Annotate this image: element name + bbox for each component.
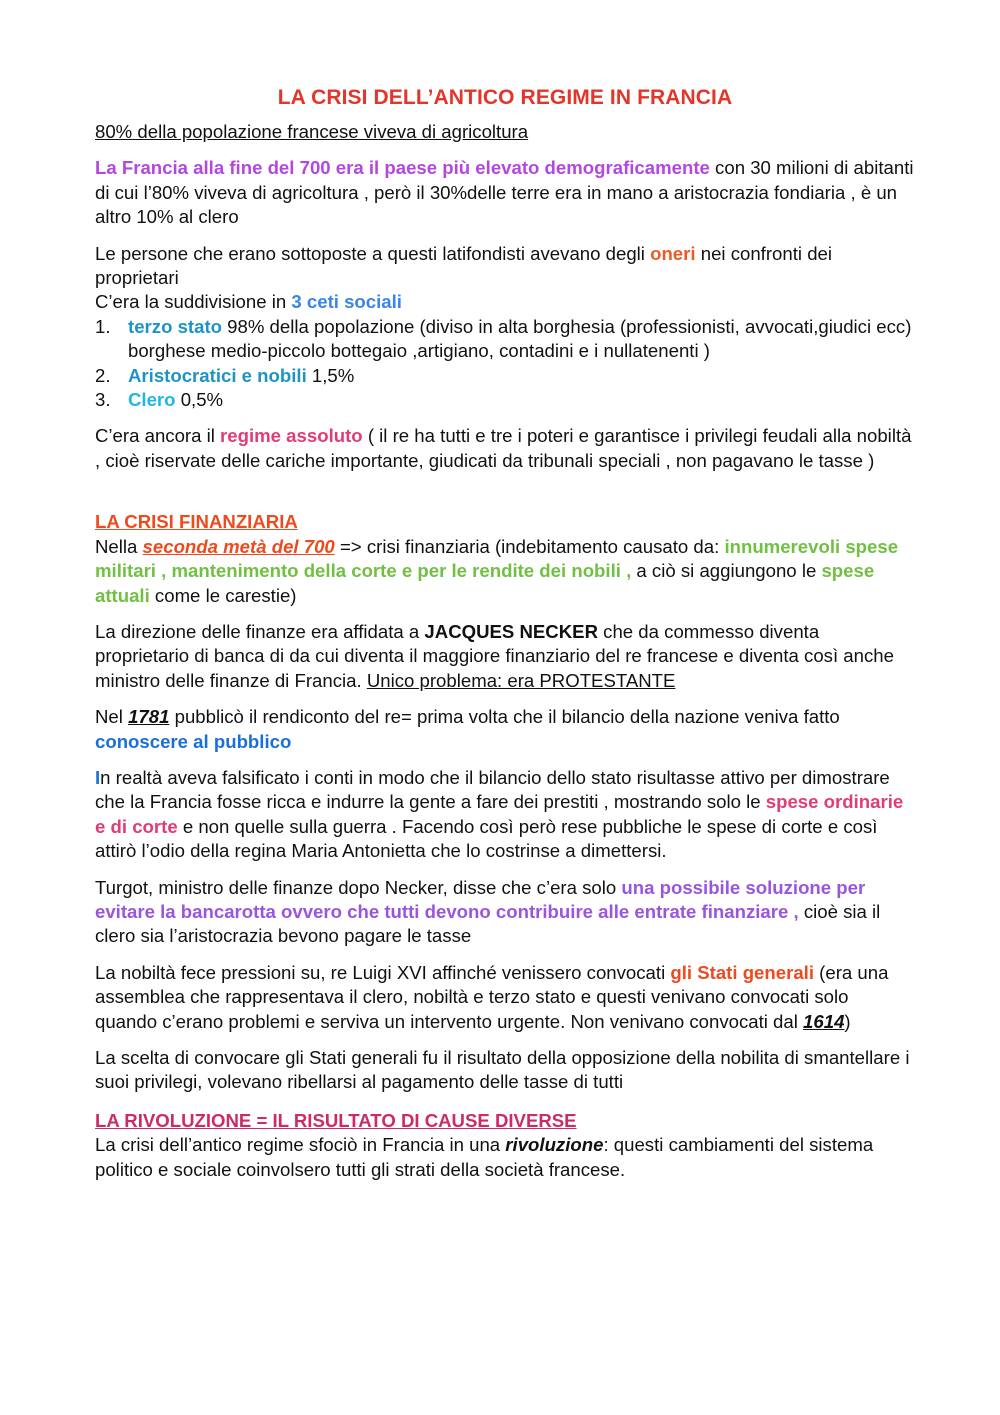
underlined-protestante: Unico problema: era PROTESTANTE (366, 669, 676, 691)
list-number: 3. (95, 389, 111, 411)
document-page (95, 84, 915, 1182)
paragraph-text: Le persone che erano sottoposte a questi latifondisti avevano degli (95, 242, 651, 264)
list-item (95, 388, 915, 412)
paragraph-text: La nobiltà fece pressioni su, re Luigi XVI affinché venissero convocati (95, 961, 671, 983)
list-label: Aristocratici e nobili (128, 364, 307, 386)
paragraph-stati-generali (95, 961, 915, 1034)
paragraph-oneri (95, 242, 915, 315)
list-number: 1. (95, 315, 111, 337)
section-heading-text: LA CRISI FINANZIARIA (95, 511, 298, 533)
highlight-demography: La Francia alla fine del 700 era il paese più elevato demograficamente (95, 157, 710, 179)
document-title: LA CRISI DELL’ANTICO REGIME IN FRANCIA (277, 86, 733, 109)
list-item (95, 315, 915, 364)
paragraph-text: Turgot, ministro delle finanze dopo Necker, disse che c’era solo (95, 876, 622, 898)
paragraph-text: che da commesso diventa proprietario di banca di da cui diventa il maggiore finanziario del re francese e diventa così anche ministro delle finanze di Francia. (95, 620, 894, 691)
paragraph-text: pubblicò il rendiconto del re= prima volta che il bilancio della nazione veniva fatto (169, 706, 840, 728)
intro-underlined: 80% della popolazione francese viveva di agricoltura (95, 121, 529, 142)
list-number: 2. (95, 364, 111, 386)
paragraph-falsificato (95, 766, 915, 864)
colored-initial: I (95, 766, 101, 788)
paragraph-text: e non quelle sulla guerra . Facendo così però rese pubbliche le spese di corte e così attirò l’odio della regina Maria Antonietta che lo costrinse a dimettersi. (95, 815, 878, 862)
list-label: terzo stato (128, 315, 223, 337)
list-text: 0,5% (175, 389, 224, 411)
section-heading-text: LA RIVOLUZIONE = IL RISULTATO DI CAUSE DIVERSE (95, 1109, 577, 1131)
highlight-oneri: oneri (650, 242, 696, 264)
paragraph-text: ) (844, 1010, 851, 1032)
list-text: 1,5% (306, 364, 355, 386)
paragraph-text: C’era la suddivisione in (95, 291, 292, 313)
highlight-spese-corte: spese ordinarie e di corte (95, 791, 904, 837)
paragraph-text: cioè sia il clero sia l’aristocrazia bevono pagare le tasse (95, 900, 881, 947)
paragraph-1781 (95, 705, 915, 754)
highlight-necker: JACQUES NECKER (424, 620, 598, 642)
highlight-spese-attuali: spese attuali (95, 560, 875, 606)
paragraph-text: Nel (95, 706, 129, 728)
paragraph-regime (95, 424, 915, 473)
paragraph-crisi (95, 535, 915, 608)
paragraph-necker (95, 620, 915, 693)
paragraph-text: : questi cambiamenti del sistema politico e sociale coinvolsero tutti gli strati della società francese. (95, 1134, 874, 1180)
paragraph-text: La crisi dell’antico regime sfociò in Francia in una (95, 1134, 506, 1156)
paragraph-text: come le carestie) (149, 584, 297, 606)
paragraph-text: => crisi finanziaria (indebitamento causato da: (334, 535, 725, 557)
paragraph-text: nei confronti dei proprietari (95, 242, 833, 289)
paragraph-turgot (95, 876, 915, 949)
highlight-pubblico: conoscere al pubblico (95, 730, 292, 752)
highlight-soluzione: una possibile soluzione per evitare la bancarotta ovvero che tutti devono contribuire alle entrate finanziare , (95, 876, 866, 922)
paragraph-text: a ciò si aggiungono le (631, 560, 822, 582)
list-label: Clero (128, 389, 176, 411)
list-item (95, 364, 915, 388)
paragraph-text: Nella (95, 535, 143, 557)
highlight-spese: innumerevoli spese militari , mantenimento della corte e per le rendite dei nobili , (95, 535, 899, 582)
ceti-list (95, 315, 915, 413)
highlight-year-1781: 1781 (128, 706, 170, 728)
highlight-date: seconda metà del 700 (142, 535, 335, 557)
section-heading-rivoluzione (95, 1109, 915, 1133)
list-text: 98% della popolazione (diviso in alta borghesia (professionisti, avvocati,giudici ecc) borghese medio-piccolo bottegaio ,artigiano, contadini e i nullatenenti ) (128, 315, 912, 362)
highlight-ceti: 3 ceti sociali (291, 291, 402, 313)
paragraph-scelta: La scelta di convocare gli Stati generali fu il risultato della opposizione della nobilita di smantellare i suoi privilegi, volevano ribellarsi al pagamento delle tasse di tutti (95, 1047, 910, 1093)
paragraph-rivoluzione (95, 1133, 915, 1182)
highlight-regime: regime assoluto (220, 425, 363, 447)
paragraph-population (95, 156, 915, 229)
paragraph-text: n realtà aveva falsificato i conti in modo che il bilancio dello stato risultasse attivo per dimostrare che la Francia fosse ricca e indurre la gente a fare dei prestiti , mostrando solo le (95, 766, 890, 813)
paragraph-text: La direzione delle finanze era affidata a (95, 620, 425, 642)
paragraph-text: ( il re ha tutti e tre i poteri e garantisce i privilegi feudali alla nobiltà , cioè riservate delle cariche importante, giudicati da tribunali speciali , non pagavano le tasse ) (95, 425, 912, 471)
paragraph-text: (era una assemblea che rappresentava il clero, nobiltà e terzo stato e questi venivano convocati solo quando c’erano problemi e serviva un intervento urgente. Non venivano convocati dal (95, 961, 889, 1032)
highlight-stati-generali: gli Stati generali (670, 961, 814, 983)
highlight-rivoluzione: rivoluzione (505, 1134, 604, 1156)
section-heading-crisi (95, 510, 915, 534)
paragraph-text: C’era ancora il (95, 425, 221, 447)
intro-line (95, 120, 915, 144)
highlight-year-1614: 1614 (803, 1010, 845, 1032)
paragraph-text: con 30 milioni di abitanti di cui l’80% viveva di agricoltura , però il 30%delle terre era in mano a aristocrazia fondiaria , è un altro 10% al clero (95, 157, 914, 228)
